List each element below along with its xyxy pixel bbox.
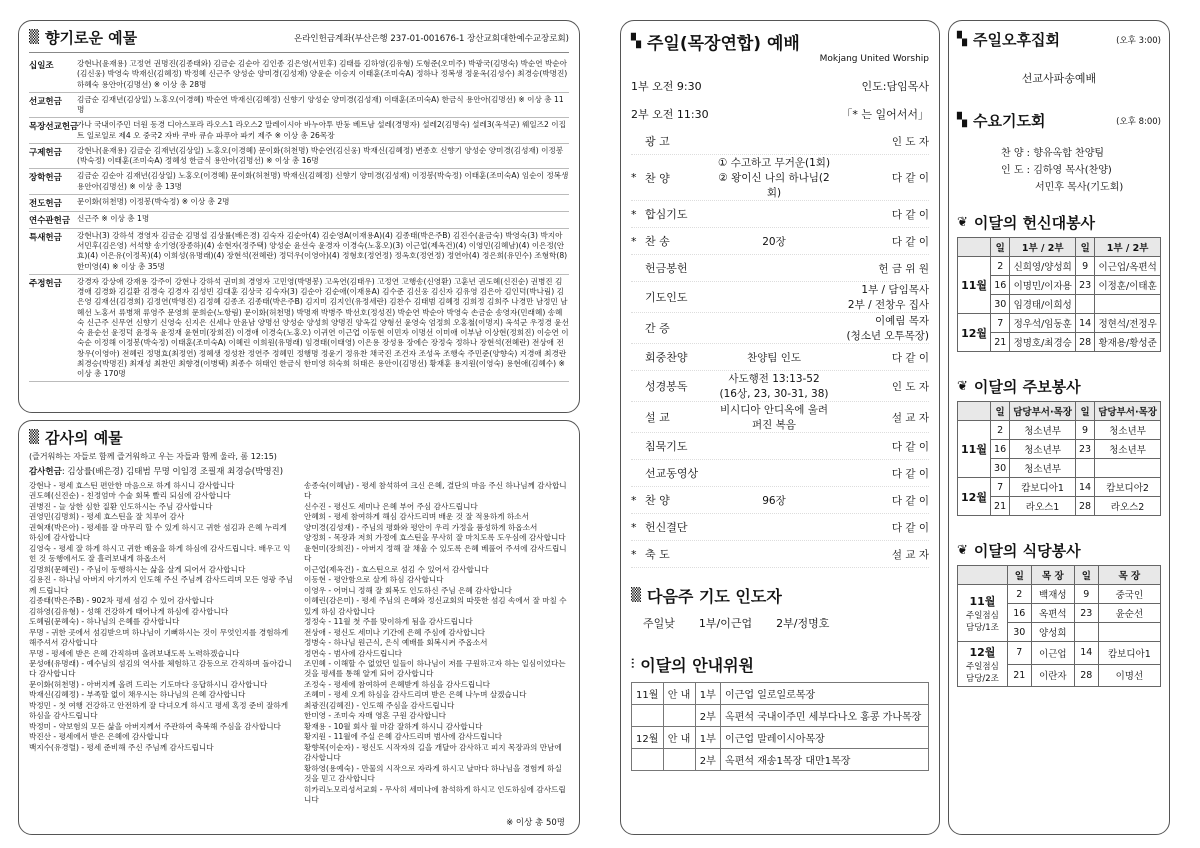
thanks-entry: 권영민(김명희) - 평세 효스틴을 잘 치루어 감사 bbox=[29, 512, 185, 522]
thanks-entry: 권혁재(박은아) - 평세를 잘 마무리 할 수 있게 하시고 귀한 섬김과 은혜 누리게 하심에 감사합니다 bbox=[29, 522, 287, 543]
schedule-cell: 중국인 bbox=[1098, 585, 1160, 604]
worship-item-name: 합심기도 bbox=[645, 208, 688, 221]
offering-service-title: ❦ 이달의 헌신대봉사 bbox=[957, 214, 1096, 232]
worship-item-role: 인 도 자 bbox=[891, 135, 929, 148]
worship-item-name: 축 도 bbox=[645, 548, 670, 561]
schedule-cell bbox=[1095, 295, 1161, 314]
schedule-cell: 7 bbox=[1007, 642, 1031, 665]
wed-time: (오후 8:00) bbox=[1116, 116, 1161, 127]
worship-item-role: 1부 / 담임목사 2부 / 전창우 집사 bbox=[847, 284, 929, 311]
category-text: 강현나(윤재용) 고정연 권명진(김종태와) 김금순 김순아 김인종 김은영(서민후) 김태릅 김하영(김유형) 도형준(오미주) 박광국(김명숙) 박순연 박순아(김신웅) 박영숙 박재신(김혜정) 박정혜 신근주 양성순 양미경(김성재) 양윤순 이승지 이태훈(조미숙A) 정하나 정복생 정윤옥(김성수) 최경승(박명진) 하혜숙 용안아(김명선) ※ 이상 총 28명 bbox=[77, 59, 570, 89]
thanks-column-2 bbox=[304, 481, 569, 806]
guide-month bbox=[632, 749, 664, 771]
schedule-month: 12월 bbox=[958, 478, 991, 516]
worship-item-role: 다 같 이 bbox=[891, 521, 929, 534]
schedule-cell: 23 bbox=[1076, 276, 1095, 295]
online-account: 온라인헌금계좌(부산은행 237-01-001676-1 장산교회대한예수교장로회) bbox=[294, 33, 569, 44]
bulletin-service-title: ❦ 이달의 주보봉사 bbox=[957, 378, 1081, 396]
worship-item bbox=[631, 460, 929, 487]
schedule-header-cell: 일 bbox=[1076, 402, 1095, 421]
thanks-entry: 박정미 - 약보험의 모든 삶을 아버지께서 주관하여 축복해 주심을 감사합니다 bbox=[29, 721, 281, 731]
guide-part: 2부 bbox=[695, 705, 720, 727]
schedule-month: 11월 bbox=[958, 421, 991, 478]
schedule-row bbox=[958, 585, 1161, 604]
schedule-cell: 라오스1 bbox=[1010, 497, 1076, 516]
schedule-header-cell: 일 bbox=[1074, 566, 1098, 585]
schedule-cell: 14 bbox=[1076, 478, 1095, 497]
worship-item bbox=[631, 313, 929, 344]
thanks-title: ▒ 감사의 예물 bbox=[29, 429, 123, 447]
afternoon-event: 선교사파송예배 bbox=[1021, 72, 1097, 85]
worship-star: * bbox=[631, 547, 637, 561]
worship-item-content: 사도행전 13:13-52 (16상, 23, 30-31, 38) bbox=[719, 373, 829, 400]
thanks-entry: 이동현 - 평안함으로 살게 하심 감사합니다 bbox=[304, 575, 444, 585]
afternoon-time: (오후 3:00) bbox=[1116, 35, 1161, 46]
schedule-cell: 캄보디아1 bbox=[1010, 478, 1076, 497]
schedule-header-cell bbox=[958, 402, 991, 421]
worship-item-content: 96장 bbox=[762, 494, 786, 507]
worship-item-content: 찬양팀 인도 bbox=[746, 351, 802, 364]
schedule-cell: 캄보디아1 bbox=[1098, 642, 1160, 665]
category-text: 강현나(3) 강하석 경영자 김금순 김명섭 김상률(배은경) 김숙자 김순아(4) 김순영A(이재용A)(4) 김종태(박은주B) 김진수(윤금숙) 박영숙(3) 박지아 서민후(김은영) 서석향 송기영(장종하)(4) 송현자(정주택) 양성순 윤선숙 윤경자 이경숙(노홍오)(3) 이근업(제옥건)(4) 이영민(김혜남)(4) 이은정(안효)(4) 이은유(이정목)(4) 이희성(유명래)(4) 장현석(전혜란) 정덕우(이영아)(4) 정형호(정연정) 정옥호(정연정) 정연아(4) 정은희(유민수) 조형학(8) 한미영(4) ※ 이상 총 35명 bbox=[77, 230, 570, 271]
category-label: 주정헌금 bbox=[29, 278, 62, 289]
thanks-column-1 bbox=[29, 481, 294, 806]
guide-title: ⫶ 이달의 안내위원 bbox=[631, 656, 755, 675]
pattern-icon: ▒ bbox=[631, 588, 641, 603]
thanks-entry: 도혜림(문혜숙) - 하나님의 은혜를 감사합니다 bbox=[29, 617, 180, 627]
schedule-cell: 7 bbox=[991, 314, 1010, 333]
guide-part: 1부 bbox=[695, 683, 720, 705]
worship-item bbox=[631, 128, 929, 155]
schedule-sub: 주일점심 담당/2조 bbox=[965, 662, 999, 684]
guide-role bbox=[663, 705, 695, 727]
thanks-entry: 양정희 - 목장과 저희 가정에 효스틴을 무사히 잘 마치도록 도우심에 감사합니다 bbox=[304, 533, 566, 543]
guide-text: 이근업 말레이시아목장 bbox=[721, 727, 929, 749]
schedule-cell: 28 bbox=[1074, 664, 1098, 687]
worship-item bbox=[631, 155, 929, 201]
thanks-entry: 무명 - 귀한 곳에서 섬김받으며 하나님이 기뻐하시는 것이 무엇인지를 경험하게 해주셔서 감사합니다 bbox=[29, 627, 289, 648]
schedule-cell: 23 bbox=[1076, 440, 1095, 459]
thanks-entry: 조민혜 - 이해할 수 없었던 일들이 하나님이 저를 구원하고자 하는 일심이었다는 것을 평세를 통해 알게 되어 감사합니다 bbox=[304, 658, 566, 679]
schedule-cell: 정우석/임동훈 bbox=[1010, 314, 1076, 333]
category-label: 선교헌금 bbox=[29, 96, 62, 107]
worship-title: ▚ 주일(목장연합) 예배 bbox=[631, 34, 800, 54]
category-label: 특새헌금 bbox=[29, 232, 62, 243]
schedule-cell: 21 bbox=[991, 497, 1010, 516]
worship-item bbox=[631, 371, 929, 402]
thanks-footer: ※ 이상 총 50명 bbox=[506, 818, 565, 828]
wed-details: 찬 양 : 향유옥합 찬양팀 인 도 : 김하영 목사(찬양) 서민후 목사(기도회) bbox=[1001, 148, 1124, 193]
standing-note: 「* 는 일어서서」 bbox=[841, 108, 929, 121]
thanks-entry: 문이화(허천명) - 아버지께 올려 드리는 기도마다 응답하시니 감사합니다 bbox=[29, 679, 268, 689]
schedule-cell: 이명선 bbox=[1098, 664, 1160, 687]
offering-category bbox=[29, 118, 569, 144]
offering-category bbox=[29, 144, 569, 170]
schedule-cell: 16 bbox=[991, 276, 1010, 295]
schedule-cell: 이란자 bbox=[1031, 664, 1074, 687]
schedule-month: 12월 bbox=[958, 314, 991, 352]
schedule-cell: 이명민/이자용 bbox=[1010, 276, 1076, 295]
category-label: 구제헌금 bbox=[29, 147, 62, 158]
thanks-entry: 전상애 - 평신도 세미나 기간에 은혜 주심에 감사합니다 bbox=[304, 627, 486, 637]
worship-item bbox=[631, 433, 929, 460]
guide-role bbox=[663, 749, 695, 771]
worship-item-content: ① 수고하고 무거운(1회) ② 왕이신 나의 하나님(2회) bbox=[717, 157, 831, 199]
thanks-entry: 황향목(이순자) - 평신도 시작자의 길을 개달아 감사하고 피지 목장과의 만남에 감사합니다 bbox=[304, 742, 562, 763]
worship-item-name: 찬 양 bbox=[645, 494, 670, 507]
thanks-entry: 정면숙 - 범사에 감사드립니다 bbox=[304, 648, 403, 658]
worship-star: * bbox=[631, 207, 637, 221]
worship-item-name: 설 교 bbox=[645, 411, 670, 424]
schedule-header-cell bbox=[958, 238, 991, 257]
guide-month: 11월 bbox=[632, 683, 664, 705]
thanks-entry: 박재신(김혜정) - 부족할 없이 채우시는 하나님의 은혜 감사합니다 bbox=[29, 690, 246, 700]
worship-item-role: 설 교 자 bbox=[891, 411, 929, 424]
thanks-entry: 황재용 - 10월 회사 월 마감 잘하게 하시니 감사합니다 bbox=[304, 721, 483, 731]
schedule-header-cell bbox=[958, 566, 1008, 585]
schedule-cell: 9 bbox=[1076, 257, 1095, 276]
schedule-cell: 2 bbox=[1007, 585, 1031, 604]
schedule-cell: 라오스2 bbox=[1095, 497, 1161, 516]
category-text: 강현나(윤재용) 김금순 김재년(김상일) 노홍오(이경혜) 문이화(허천명) 박순연(김신웅) 박재신(김혜정) 변종호 신향기 양성순 양미경(김성재) 이정봉(박숙정) 이태훈(조미숙A) 정혜성 한금식 용안아(김명선) ※ 이상 총 16명 bbox=[77, 145, 564, 165]
worship-item bbox=[631, 514, 929, 541]
schedule-cell: 백재성 bbox=[1031, 585, 1074, 604]
thanks-entry: 정정숙 - 11월 첫 주를 맞이하게 됨을 감사드립니다 bbox=[304, 617, 473, 627]
worship-item-role: 설 교 자 bbox=[891, 548, 929, 561]
schedule-cell: 23 bbox=[1074, 604, 1098, 623]
worship-item-role: 인 도 자 bbox=[891, 380, 929, 393]
guide-role: 안 내 bbox=[663, 683, 695, 705]
worship-star: * bbox=[631, 171, 637, 184]
worship-item-role: 다 같 이 bbox=[891, 440, 929, 453]
schedule-header-cell: 일 bbox=[991, 402, 1010, 421]
service-1: 1부 오전 9:30 bbox=[631, 80, 702, 93]
schedule-cell: 2 bbox=[991, 421, 1010, 440]
thanks-entry: 히카리노모리성서교회 - 무사히 세미나에 참석하게 하시고 인도하심에 감사드립니다 bbox=[304, 784, 566, 805]
schedule-month: 11월 주일점심 담당/1조 bbox=[958, 585, 1008, 642]
worship-panel bbox=[620, 20, 940, 835]
category-text: 신근주 ※ 이상 총 1명 bbox=[77, 213, 150, 223]
worship-item-name: 회중찬양 bbox=[645, 351, 688, 364]
guide-text: 이근업 일로일로목장 bbox=[721, 683, 929, 705]
thanks-entry: 이영우 - 어머니 정해 잘 회복도 인도하신 주님 은혜 감사합니다 bbox=[304, 585, 512, 595]
guide-text: 옥편석 재송1목장 대만1목장 bbox=[721, 749, 929, 771]
thanks-entry: 이근업(제옥건) - 효스틴으로 섬김 수 있어서 감사합니다 bbox=[304, 564, 489, 574]
schedule-cell: 청소년부 bbox=[1010, 440, 1076, 459]
worship-item bbox=[631, 344, 929, 371]
worship-item-role: 이예림 목자 (청소년 오투목장) bbox=[846, 315, 929, 342]
thanks-entry: 송종숙(이혜남) - 평세 참석하여 크신 은혜, 결단의 마음 주신 하나님께 감사합니다 bbox=[304, 481, 567, 501]
thanks-entry: 조혜미 - 평세 오게 하심을 감사드리며 받은 은혜 나누며 살겠습니다 bbox=[304, 690, 527, 700]
worship-item-role: 다 같 이 bbox=[891, 208, 929, 221]
offering-category bbox=[29, 229, 569, 275]
schedule-cell: 7 bbox=[991, 478, 1010, 497]
thanks-entry: 이혜린(감은미) - 평세 주님의 은혜와 정신교회의 따뜻한 섬김 속에서 잘 마칠 수 있게 하심 감사합니다 bbox=[304, 596, 567, 616]
offerings-panel bbox=[18, 20, 580, 413]
schedule-cell: 30 bbox=[991, 459, 1010, 478]
schedule-header-cell: 1부 / 2부 bbox=[1010, 238, 1076, 257]
category-label: 목장선교헌금 bbox=[29, 122, 79, 133]
schedule-header-cell: 일 bbox=[1076, 238, 1095, 257]
thanks-entry: 김영숙 - 평세 잘 하게 하시고 귀한 배움을 하게 하심에 감사드립니다. 배우고 익힌 것 동행에서도 잘 흘러보내게 하옵소서 bbox=[29, 543, 291, 564]
category-text: 강경자 강상애 강재용 강주이 강현나 강하석 권미희 경영자 고민영(박명봉) 고옥연(김태우) 고정연 고행송(신영환) 고훈년 권도혜(신진순) 권병진 김경애 김경화 김길환 김경숙 김경자 김성빈 김대훈 김상국 김숙자(3) 김순아 김순애(이재용A) 김수준 김신웅 김신자 김유영 김은아 김인덕(박나림) 김은영 김재선(김경희) 김정연(박명진) 김정혜 김종조 김종태(박은주B) 김지미 김지인(유정세란) 김찬수 김태범 김혜정 김희정 김희주 나경만 남정민 남혜선 노홍서 류병채 류영주 문영희 문희순(노항림) 문이화(허천명) 박명재 박병주 박선호(정성진) 박순연 박순아 박영숙 손금순 송영자(민래혜) 송혜숙 신근주 신무연 신향기 신영숙 신지은 신세나 안윤남 양명선 양성순 양성희 양명진 양옥길 양형선 윤영숙 엄정희 오홍철(이명지) 옥석군 우정경 윤선숙 윤순선 윤정덕 윤정욱 윤정재 윤현미(장희진) 이경애 이경숙(노홍오) 이귀연 이근업 이동현 이민자 이명선 이미애 이부남 이상현(정희진) 이승연 이숙순 이정해 이정봉(박숙정) 이태훈(조미숙A) 이혜린 이희원(유명래) 임경태(이태영) 이은용 장성용 장에슨 장정숙 정하나 장현석(전혜란) 전상애 전창우(이영아) 전혜린 정명효(최정연) 정혜생 정성찬 정연주 정혜민 정행명 정윤기 정유찬 채국진 조건자 조성옥 조행숙 주민준(양향숙) 지경애 최경란 최경승(박명진) 최재성 최찬민 최향경(이병택) 최종수 허태인 한금식 한미영 허숙희 허태은 용안이(김명선) 황재훈 용지원(이영숙) 용현애(김혜수) ※ 이상 총 170명 bbox=[77, 276, 569, 378]
category-label: 연수관헌금 bbox=[29, 215, 71, 226]
next-week-title: ▒ 다음주 기도 인도자 bbox=[631, 587, 782, 606]
worship-item bbox=[631, 402, 929, 433]
thanks-entry: 양미경(김성재) - 주님의 평화와 평안이 우리 가정을 품성하게 하옵소서 bbox=[304, 522, 538, 532]
schedule-cell: 14 bbox=[1076, 314, 1095, 333]
worship-item-name: 찬 송 bbox=[645, 235, 670, 248]
guide-table bbox=[631, 682, 929, 771]
schedule-cell bbox=[1076, 295, 1095, 314]
thanks-entry: 김명희(문혜린) - 주님이 동행하시는 삶을 살게 되어서 감사합니다 bbox=[29, 564, 246, 574]
schedule-header bbox=[958, 402, 1161, 421]
heart-icon: ❦ bbox=[957, 215, 968, 230]
afternoon-title: ▚ 주일오후집회 bbox=[957, 31, 1060, 49]
worship-subtitle: Mokjang United Worship bbox=[819, 54, 929, 64]
thanks-entry: 정병숙 - 하나님 원근식, 은식 예배를 회복시켜 주옵소서 bbox=[304, 638, 488, 648]
schedule-cell bbox=[1095, 459, 1161, 478]
worship-item bbox=[631, 282, 929, 313]
category-label: 장학헌금 bbox=[29, 173, 62, 184]
heart-icon: ❦ bbox=[957, 543, 968, 558]
schedule-cell: 윤순선 bbox=[1098, 604, 1160, 623]
schedule-cell: 황재용/황성준 bbox=[1095, 333, 1161, 352]
thanks-panel bbox=[18, 420, 580, 835]
schedule-cell: 21 bbox=[991, 333, 1010, 352]
thanks-entry: 안혜희 - 평세 참여하게 해심 감사드리며 배운 것 잘 적용하게 하소서 bbox=[304, 512, 529, 522]
schedule-row bbox=[958, 314, 1161, 333]
worship-item-name: 간 증 bbox=[645, 322, 670, 335]
schedule-row bbox=[958, 421, 1161, 440]
schedule-cell: 이정훈/이태훈 bbox=[1095, 276, 1161, 295]
next-week-row: 주일낮 1부/이근업 2부/정명호 bbox=[643, 617, 830, 630]
pattern-icon: ▒ bbox=[29, 430, 39, 445]
thanks-entry: 권도혜(신진순) - 친정엄마 수술 회복 빨리 되심에 감사합니다 bbox=[29, 491, 231, 501]
schedule-header-cell: 일 bbox=[1007, 566, 1031, 585]
schedule-header-cell: 담당부서·목장 bbox=[1010, 402, 1076, 421]
category-text: 문이화(허천명) 이정봉(박숙정) ※ 이상 총 2명 bbox=[77, 196, 230, 206]
schedule-row bbox=[958, 257, 1161, 276]
schedule-sub: 주일점심 담당/1조 bbox=[965, 611, 999, 633]
worship-item-role: 헌 금 위 원 bbox=[878, 262, 929, 275]
guide-role: 안 내 bbox=[663, 727, 695, 749]
wed-title: ▚ 수요기도회 bbox=[957, 112, 1046, 130]
meal-service-title: ❦ 이달의 식당봉사 bbox=[957, 542, 1081, 560]
schedule-cell: 양성희 bbox=[1031, 623, 1074, 642]
guide-month: 12월 bbox=[632, 727, 664, 749]
schedule-cell: 임경태/이희성 bbox=[1010, 295, 1076, 314]
worship-item-name: 성경봉독 bbox=[645, 380, 688, 393]
thanks-entry: 조정숙 - 평세에 참여하여 은혜받게 하심을 감사드립니다 bbox=[304, 679, 490, 689]
service-leader: 인도:담임목사 bbox=[861, 80, 929, 93]
offering-categories bbox=[29, 57, 569, 382]
worship-item-name: 찬 양 bbox=[645, 171, 670, 185]
worship-item-name: 헌금봉헌 bbox=[645, 262, 688, 275]
worship-item-name: 헌신결단 bbox=[645, 521, 688, 534]
thanks-entry: 무명 - 평세에 받은 은혜 간직하며 올려보내도록 노력하겠습니다 bbox=[29, 648, 240, 658]
schedule-cell: 이근업/옥편석 bbox=[1095, 257, 1161, 276]
thanks-entry: 황지원 - 11월에 주실 은혜 감사드리며 범사에 감사드립니다 bbox=[304, 732, 503, 742]
worship-item-name: 침묵기도 bbox=[645, 440, 688, 453]
thanks-entry: 권병진 - 늘 상한 심한 질환 인도하시는 주님 감사합니다 bbox=[29, 501, 213, 511]
thanks-entry: 신수진 - 평신도 세미나 은혜 부어 주심 감사드립니다 bbox=[304, 501, 478, 511]
guide-row bbox=[632, 727, 929, 749]
meal-service-table bbox=[957, 565, 1161, 687]
offering-category bbox=[29, 195, 569, 212]
schedule-cell: 청소년부 bbox=[1010, 459, 1076, 478]
category-text: 김금순 김재년(김상일) 노홍오(이경혜) 박순연 박재신(김혜정) 신향기 양성순 양미경(김성재) 이태훈(조미숙A) 한금식 용안아(김명선) ※ 이상 총 11명 bbox=[77, 94, 564, 114]
pattern-icon: ▚ bbox=[631, 34, 641, 49]
schedule-cell: 16 bbox=[991, 440, 1010, 459]
offering-service-table bbox=[957, 237, 1161, 352]
worship-item bbox=[631, 255, 929, 282]
worship-item bbox=[631, 487, 929, 514]
thanks-entry: 최광진(김혜진) - 인도해 주심을 감사드립니다 bbox=[304, 700, 455, 710]
worship-item-role: 다 같 이 bbox=[891, 494, 929, 507]
category-label: 십일조 bbox=[29, 61, 54, 71]
worship-item bbox=[631, 228, 929, 255]
offering-category bbox=[29, 169, 569, 195]
schedule-cell: 캄보디아2 bbox=[1095, 478, 1161, 497]
schedule-cell: 21 bbox=[1007, 664, 1031, 687]
worship-item bbox=[631, 201, 929, 228]
heart-icon: ❦ bbox=[957, 379, 968, 394]
verse: (즐거워하는 자들로 함께 즐거워하고 우는 자들과 함께 울라, 롬 12:15) bbox=[29, 452, 277, 461]
worship-item-name: 선교동영상 bbox=[645, 467, 699, 480]
category-text: 김금순 김순아 김재년(김상일) 노홍오(이경혜) 문이화(허천명) 박재신(김혜정) 신향기 양미경(김성재) 이정봉(박숙정) 이태훈(조미숙A) 임순이 정복생 용안아(김명선) ※ 이상 총 13명 bbox=[77, 171, 571, 191]
schedule-month: 12월 주일점심 담당/2조 bbox=[958, 642, 1008, 687]
thanks-entry: 박진산 - 평세에서 받은 은혜에 감사합니다 bbox=[29, 732, 169, 742]
worship-item-role: 다 같 이 bbox=[891, 235, 929, 248]
schedule-cell: 신희영/양성희 bbox=[1010, 257, 1076, 276]
thanks-entry: 박정민 - 첫 여행 건강하고 안전하게 잘 다녀오게 하시고 평세 혹정 준비 잘하게 하심을 감사드립니다 bbox=[29, 700, 289, 721]
category-label: 전도헌금 bbox=[29, 198, 62, 209]
schedule-header-cell: 일 bbox=[991, 238, 1010, 257]
schedule-header-cell: 담당부서·목장 bbox=[1095, 402, 1161, 421]
service-2: 2부 오전 11:30 bbox=[631, 108, 709, 121]
guide-row bbox=[632, 705, 929, 727]
schedule-cell: 9 bbox=[1074, 585, 1098, 604]
thanks-entry: 윤현미(장희진) - 아버지 정해 잘 채울 수 있도록 은혜 베풀어 주셔에 감사드립니다 bbox=[304, 543, 567, 564]
worship-item-role: 다 같 이 bbox=[891, 172, 929, 184]
schedule-cell: 2 bbox=[991, 257, 1010, 276]
offering-category bbox=[29, 275, 569, 383]
pattern-icon: ▚ bbox=[957, 32, 967, 47]
schedule-panel bbox=[948, 20, 1170, 835]
schedule-cell bbox=[1074, 623, 1098, 642]
thanks-entry: 김종태(박은주B) - 902차 평세 섬김 수 있어 감사합니다 bbox=[29, 596, 214, 606]
schedule-cell bbox=[1098, 623, 1160, 642]
gratitude-line: 감사헌금: 김상률(배은경) 김태범 무명 이임경 조필재 최경승(박명진) bbox=[29, 467, 284, 477]
schedule-cell: 28 bbox=[1076, 497, 1095, 516]
guide-part: 1부 bbox=[695, 727, 720, 749]
pattern-icon: ▒ bbox=[29, 30, 39, 45]
guide-month bbox=[632, 705, 664, 727]
thanks-entry: 한미영 - 조미숙 자매 영혼 구원 감사합니다 bbox=[304, 711, 446, 721]
schedule-header-cell: 1부 / 2부 bbox=[1095, 238, 1161, 257]
offering-category bbox=[29, 93, 569, 119]
schedule-cell: 14 bbox=[1074, 642, 1098, 665]
schedule-cell: 청소년부 bbox=[1010, 421, 1076, 440]
guide-row bbox=[632, 683, 929, 705]
bulletin-service-table bbox=[957, 401, 1161, 516]
schedule-cell: 정현석/전정우 bbox=[1095, 314, 1161, 333]
pattern-icon: ▚ bbox=[957, 113, 967, 128]
schedule-month: 11월 bbox=[958, 257, 991, 314]
worship-item-name: 광 고 bbox=[645, 135, 670, 148]
thanks-entry: 황하영(용예숙) - 만물의 시작으로 자라게 하시고 날마다 하나님을 경험케 하실 것을 믿고 감사합니다 bbox=[304, 763, 562, 784]
offering-category bbox=[29, 212, 569, 229]
worship-item-role: 다 같 이 bbox=[891, 467, 929, 480]
schedule-cell bbox=[1076, 459, 1095, 478]
worship-item-content: 비시디아 안디옥에 울려 퍼진 복음 bbox=[719, 404, 829, 431]
category-text: 가나 국내이주민 더원 동경 디아스포라 라오스1 라오스2 말레이시아 바누아투 반둥 베트남 설레(경명자) 설레2(김명숙) 설레3(옥석군) 웨일즈2 이집트 일로일로 제4 오 중국2 자바 쿠바 큐슈 파푸아 파키 제주 ※ 이상 총 26목장 bbox=[77, 120, 566, 140]
worship-item-content: 20장 bbox=[762, 235, 786, 248]
pattern-icon: ⫶ bbox=[631, 657, 635, 672]
thanks-entry: 김하영(김유형) - 성해 건강하게 태어나게 하심에 감사합니다 bbox=[29, 606, 229, 616]
schedule-cell: 16 bbox=[1007, 604, 1031, 623]
guide-row bbox=[632, 749, 929, 771]
offerings-title: ▒ 향기로운 예물 bbox=[29, 29, 138, 47]
worship-star: * bbox=[631, 234, 637, 248]
worship-star: * bbox=[631, 520, 637, 534]
schedule-cell: 30 bbox=[1007, 623, 1031, 642]
schedule-cell: 청소년부 bbox=[1095, 421, 1161, 440]
worship-item-role: 다 같 이 bbox=[891, 351, 929, 364]
schedule-cell: 정명호/최경승 bbox=[1010, 333, 1076, 352]
schedule-header-cell: 목 장 bbox=[1098, 566, 1160, 585]
order-of-worship bbox=[631, 128, 929, 568]
worship-item-name: 기도인도 bbox=[645, 291, 688, 304]
thanks-entry: 백지수(유경렬) - 평세 준비해 주신 주님께 감사드립니다 bbox=[29, 742, 214, 752]
schedule-cell: 30 bbox=[991, 295, 1010, 314]
schedule-header bbox=[958, 238, 1161, 257]
schedule-header bbox=[958, 566, 1161, 585]
schedule-cell: 청소년부 bbox=[1095, 440, 1161, 459]
thanks-entry: 강현나 - 평세 효스틴 편안한 마음으로 하게 하시니 감사합니다 bbox=[29, 481, 235, 490]
guide-part: 2부 bbox=[695, 749, 720, 771]
guide-text: 옥편석 국내이주민 세부다나오 홍콩 가나목장 bbox=[721, 705, 929, 727]
worship-star: * bbox=[631, 493, 637, 507]
schedule-cell: 옥편석 bbox=[1031, 604, 1074, 623]
schedule-header-cell: 목 장 bbox=[1031, 566, 1074, 585]
schedule-cell: 9 bbox=[1076, 421, 1095, 440]
offering-category bbox=[29, 57, 569, 93]
worship-item bbox=[631, 541, 929, 568]
schedule-row bbox=[958, 478, 1161, 497]
schedule-cell: 28 bbox=[1076, 333, 1095, 352]
thanks-entry: 문성애(유명래) - 예수님의 섬김의 역사를 체험하고 감동으로 간직하며 돌아갑니다 감사합니다 bbox=[29, 658, 292, 679]
schedule-row bbox=[958, 642, 1161, 665]
thanks-entry: 김용진 - 하나님 아버지 아기까지 인도해 주신 주님께 감사드리며 모든 영광 주님께 드립니다 bbox=[29, 575, 294, 595]
schedule-cell: 이근업 bbox=[1031, 642, 1074, 665]
